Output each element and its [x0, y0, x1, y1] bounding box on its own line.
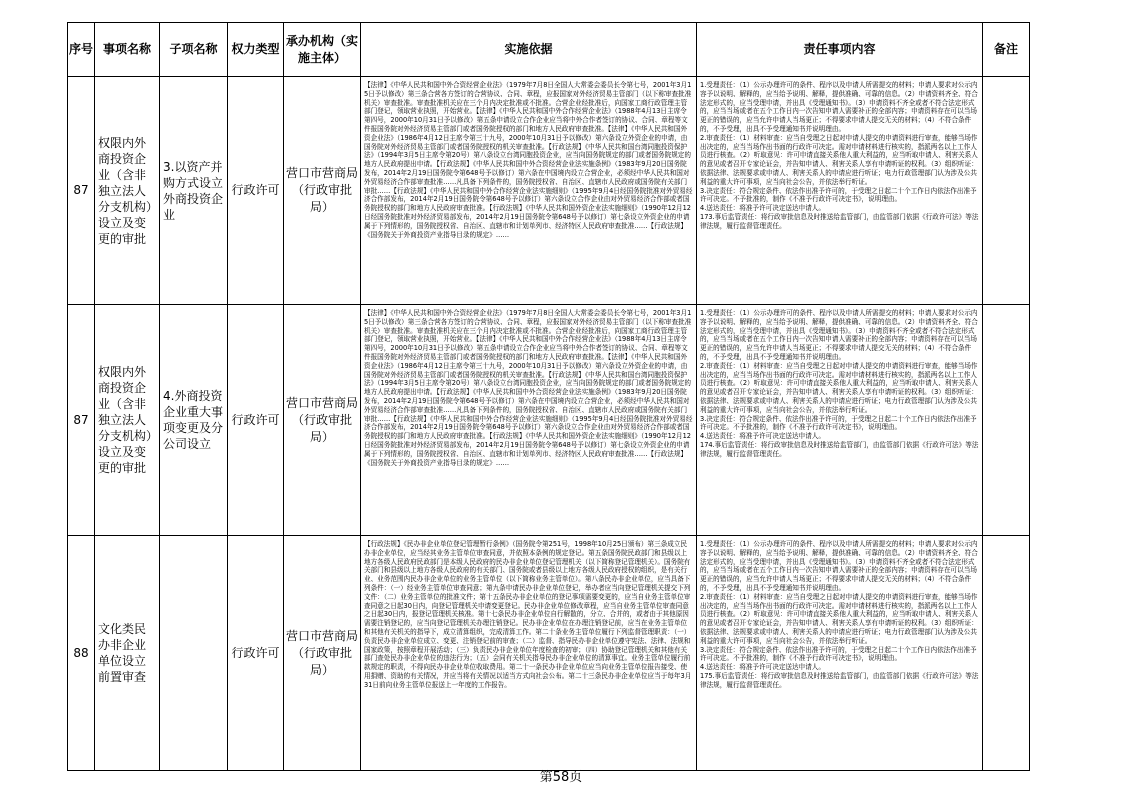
row-duty: 1.受理责任：（1）公示办理许可的条件、程序以及申请人所需提交的材料；申请人要求对公示内容予以说明、解释的，应当给予说明、解释，提供准确、可靠的信息。（2）申请资料齐全、符合法定形式的，应当受理申请，并出具《受理通知书》。（3）申请资料不齐全或者不符合法定形式的，应当当场或者在五个工作日内一次告知申请人需要补正的全部内容；申请资料存在可以当场更正的错误的，应当允许申请人当场更正；不得要求申请人提交无关的材料；（4）不符合条件的，不予受理，出具不予受理通知书并说明理由。 2.审查责任：（1）材料审查：应当自受理之日起对申请人提交的申请资料进行审查，能够当场作出决定的，应当当场作出书面的行政许可决定。需对申请材料进行核实的，指派两名以上工作人员进行核查。（2）听取意见：许可申请直接关系他人重大利益的，应当听取申请人、利害关系人的意见或者召开专家论证会，并告知申请人、利害关系人享有申请听证的权利。（3）组织听证：依据法律、法规要求或申请人、利害关系人的申请应进行听证；电力行政管理部门认为涉及公共利益的重大许可事项，应当向社会公告，并依法举行听证。 3.决定责任：符合规定条件、依法作出准予许可的，于受理之日起二十个工作日内依法作出准予许可决定。不予批准的，制作《不准予行政许可决定书》，说明理由。 4.送达责任：将准予许可决定送达申请人。 175.事后监管责任：将行政审批信息及时推送给监管部门，由监管部门依据《行政许可法》等法律法规，履行监督管理责任。 — [700, 540, 979, 689]
row-note — [983, 305, 1030, 536]
table-row — [68, 305, 1030, 536]
header-note: 备注 — [983, 23, 1030, 77]
row-type: 行政许可 — [228, 77, 284, 305]
row-type: 行政许可 — [228, 305, 284, 536]
row-item: 权限内外商投资企业（含非独立法人分支机构）设立及变更的审批 — [95, 77, 160, 305]
header-org: 承办机构（实施主体） — [284, 23, 361, 77]
row-org: 营口市营商局（行政审批局） — [284, 77, 361, 305]
table-row — [68, 77, 1030, 305]
table-header-row — [68, 23, 1030, 77]
row-basis-cell — [361, 305, 697, 536]
row-seq: 87 — [68, 305, 95, 536]
header-basis: 实施依据 — [361, 23, 697, 77]
row-duty: 1.受理责任：（1）公示办理许可的条件、程序以及申请人所需提交的材料；申请人要求对公示内容予以说明、解释的，应当给予说明、解释，提供准确、可靠的信息。（2）申请资料齐全、符合法定形式的，应当受理申请，并出具《受理通知书》。（3）申请资料不齐全或者不符合法定形式的，应当当场或者在五个工作日内一次告知申请人需要补正的全部内容；申请资料存在可以当场更正的错误的，应当允许申请人当场更正；不得要求申请人提交无关的材料；（4）不符合条件的，不予受理，出具不予受理通知书并说明理由。 2.审查责任：（1）材料审查：应当自受理之日起对申请人提交的申请资料进行审查，能够当场作出决定的，应当当场作出书面的行政许可决定。需对申请材料进行核实的，指派两名以上工作人员进行核查。（2）听取意见：许可申请直接关系他人重大利益的，应当听取申请人、利害关系人的意见或者召开专家论证会，并告知申请人、利害关系人享有申请听证的权利。（3）组织听证：依据法律、法规要求或申请人、利害关系人的申请应进行听证；电力行政管理部门认为涉及公共利益的重大许可事项，应当向社会公告，并依法举行听证。 3.决定责任：符合规定条件、依法作出准予许可的，于受理之日起二十个工作日内依法作出准予许可决定。不予批准的，制作《不准予行政许可决定书》，说明理由。 4.送达责任：将准予许可决定送达申请人。 173.事后监管责任：将行政审批信息及时推送给监管部门，由监管部门依据《行政许可法》等法律法规，履行监督管理责任。 — [700, 81, 979, 230]
row-basis: 【行政法规】《民办非企业单位登记管理暂行条例》（国务院令第251号，1998年10月25日颁布）第三条成立民办非企业单位，应当经其业务主管单位审查同意，并依照本条例的规定登记。第五条国务院民政部门和县级以上地方各级人民政府民政部门是本级人民政府的民办非企业单位登记管理机关（以下简称登记管理机关）。国务院有关部门和县级以上地方各级人民政府的有关部门、国务院或者县级以上地方各级人民政府授权的组织，是有关行业、业务范围内民办非企业单位的业务主管单位（以下简称业务主管单位）。第八条民办非企业单位，应当具备下列条件：（一）经业务主管单位审查同意；第九条申请民办非企业单位登记，举办者应当向登记管理机关提交下列文件：（二）业务主管单位的批准文件；第十五条民办非企业单位的登记事项需要变更的，应当自业务主管单位审查同意之日起30日内，向登记管理机关申请变更登记。民办非企业单位修改章程，应当自业务主管单位审查同意之日起30日内，报登记管理机关核准。第十七条民办非企业单位自行解散的，分立、合并的，或者由于其他原因需要注销登记的，应当向登记管理机关办理注销登记。民办非企业单位在办理注销登记前，应当在业务主管单位和其他有关机关的指导下，成立清算组织，完成清算工作。第二十条业务主管单位履行下列监督管理职责：（一）负责民办非企业单位成立、变更、注销登记前的审查；（二）监督、指导民办非企业单位遵守宪法、法律、法规和国家政策，按照章程开展活动；（三）负责民办非企业单位年度检查的初审；（四）协助登记管理机关和其他有关部门查处民办非企业单位的违法行为；（五）会同有关机关指导民办非企业单位的清算事宜。业务主管单位履行前款规定的职责，不得向民办非企业单位收取费用。第二十一条民办非企业单位应当向业务主管单位报告接受、使用捐赠、资助的有关情况，并应当将有关情况以适当方式向社会公布。第二十三条民办非企业单位应当于每年3月31日前向业务主管单位报送上一年度的工作报告。 — [364, 540, 692, 689]
header-type: 权力类型 — [228, 23, 284, 77]
row-basis: 【法律】《中华人民共和国中外合资经营企业法》（1979年7月8日全国人大常委会委员长令第七号，2001年3月15日予以修改）第三条合营各方签订的合营协议、合同、章程，应报国家对外经济贸易主管部门（以下称审查批准机关）审查批准。审查批准机关应在三个月内决定批准或不批准。合营企业经批准后，向国家工商行政管理主管部门登记，领取营业执照，开始营业。【法律】《中华人民共和国中外合作经营企业法》（1988年4月13日主席令第四号，2000年10月31日予以修改）第五条申请设立合作企业应当将中外合作者签订的协议、合同、章程等文件报国务院对外经济贸易主管部门或者国务院授权的部门和地方人民政府审查批准。【法律】《中华人民共和国外资企业法》（1986年4月12日主席令第三十九号，2000年10月31日予以修改）第六条设立外资企业的申请，由国务院对外经济贸易主管部门或者国务院授权的机关审查批准。【行政法规】《中华人民共和国台湾同胞投资保护法》（1994年3月5日主席令第20号）第八条设立台湾同胞投资企业，应当向国务院规定的部门或者国务院规定的地方人民政府提出申请。【行政法规】《中华人民共和国中外合资经营企业法实施条例》（1983年9月20日国务院发布，2014年2月19日国务院令第648号予以修订）第六条在中国境内设立合营企业，必须经中华人民共和国对外贸易经济合作部审查批准……凡具备下列条件的，国务院授权省、自治区、直辖市人民政府或国务院有关部门审批……【行政法规】《中华人民共和国中外合作经营企业法实施细则》（1995年9月4日经国务院批准对外贸易经济合作部发布，2014年2月19日国务院令第648号予以修订）第六条设立合作企业由对外贸易经济合作部或者国务院授权的部门和地方人民政府审查批准。【行政法规】《中华人民共和国外资企业法实施细则》（1990年12月12日经国务院批准对外经济贸易部发布，2014年2月19日国务院令第648号予以修订）第七条设立外资企业的申请属于下列情形的，国务院授权省、自治区、直辖市和计划单列市、经济特区人民政府审查批准……【行政法规】《国务院关于外商投资产业指导目录的规定》…… — [364, 309, 693, 467]
header-seq: 序号 — [68, 23, 95, 77]
row-seq: 88 — [68, 536, 95, 771]
row-duty: 1.受理责任：（1）公示办理许可的条件、程序以及申请人所需提交的材料；申请人要求对公示内容予以说明、解释的，应当给予说明、解释，提供准确、可靠的信息。（2）申请资料齐全、符合法定形式的，应当受理申请，并出具《受理通知书》。（3）申请资料不齐全或者不符合法定形式的，应当当场或者在五个工作日内一次告知申请人需要补正的全部内容；申请资料存在可以当场更正的错误的，应当允许申请人当场更正；不得要求申请人提交无关的材料；（4）不符合条件的，不予受理，出具不予受理通知书并说明理由。 2.审查责任：（1）材料审查：应当自受理之日起对申请人提交的申请资料进行审查，能够当场作出决定的，应当当场作出书面的行政许可决定。需对申请材料进行核实的，指派两名以上工作人员进行核查。（2）听取意见：许可申请直接关系他人重大利益的，应当听取申请人、利害关系人的意见或者召开专家论证会，并告知申请人、利害关系人享有申请听证的权利。（3）组织听证：依据法律、法规要求或申请人、利害关系人的申请应进行听证；电力行政管理部门认为涉及公共利益的重大许可事项，应当向社会公告，并依法举行听证。 3.决定责任：符合规定条件、依法作出准予许可的，于受理之日起二十个工作日内依法作出准予许可决定。不予批准的，制作《不准予行政许可决定书》，说明理由。 4.送达责任：将准予许可决定送达申请人。 174.事后监管责任：将行政审批信息及时推送给监管部门，由监管部门依据《行政许可法》等法律法规，履行监督管理责任。 — [700, 309, 979, 458]
row-note — [983, 77, 1030, 305]
header-item: 事项名称 — [95, 23, 160, 77]
row-subitem — [160, 536, 228, 771]
row-basis-cell — [361, 77, 697, 305]
row-subitem: 3.以资产并购方式设立外商投资企业 — [160, 77, 228, 305]
row-org: 营口市营商局（行政审批局） — [284, 305, 361, 536]
row-subitem: 4.外商投资企业重大事项变更及分公司设立 — [160, 305, 228, 536]
row-duty-cell — [697, 536, 983, 771]
header-subitem: 子项名称 — [160, 23, 228, 77]
row-basis-cell — [361, 536, 697, 771]
row-basis: 【法律】《中华人民共和国中外合资经营企业法》（1979年7月8日全国人大常委会委员长令第七号，2001年3月15日予以修改）第三条合营各方签订的合营协议、合同、章程，应报国家对外经济贸易主管部门（以下称审查批准机关）审查批准。审查批准机关应在三个月内决定批准或不批准。合营企业经批准后，向国家工商行政管理主管部门登记，领取营业执照，开始营业。【法律】《中华人民共和国中外合作经营企业法》（1988年4月13日主席令第四号，2000年10月31日予以修改）第五条申请设立合作企业应当将中外合作者签订的协议、合同、章程等文件报国务院对外经济贸易主管部门或者国务院授权的部门和地方人民政府审查批准。【法律】《中华人民共和国外资企业法》（1986年4月12日主席令第三十九号，2000年10月31日予以修改）第六条设立外资企业的申请，由国务院对外经济贸易主管部门或者国务院授权的机关审查批准。【行政法规】《中华人民共和国台湾同胞投资保护法》（1994年3月5日主席令第20号）第八条设立台湾同胞投资企业，应当向国务院规定的部门或者国务院规定的地方人民政府提出申请。【行政法规】《中华人民共和国中外合资经营企业法实施条例》（1983年9月20日国务院发布，2014年2月19日国务院令第648号予以修订）第六条在中国境内设立合营企业，必须经中华人民共和国对外贸易经济合作部审查批准……凡具备下列条件的，国务院授权省、自治区、直辖市人民政府或国务院有关部门审批……【行政法规】《中华人民共和国中外合作经营企业法实施细则》（1995年9月4日经国务院批准对外贸易经济合作部发布，2014年2月19日国务院令第648号予以修订）第六条设立合作企业由对外贸易经济合作部或者国务院授权的部门和地方人民政府审查批准。【行政法规】《中华人民共和国外资企业法实施细则》（1990年12月12日经国务院批准对外经济贸易部发布，2014年2月19日国务院令第648号予以修订）第七条设立外资企业的申请属于下列情形的，国务院授权省、自治区、直辖市和计划单列市、经济特区人民政府审查批准……【行政法规】《国务院关于外商投资产业指导目录的规定》…… — [364, 81, 693, 239]
row-duty-cell — [697, 77, 983, 305]
table-row — [68, 536, 1030, 771]
page-number: 第58页 — [539, 770, 583, 785]
row-item: 权限内外商投资企业（含非独立法人分支机构）设立及变更的审批 — [95, 305, 160, 536]
row-org: 营口市营商局（行政审批局） — [284, 536, 361, 771]
row-type: 行政许可 — [228, 536, 284, 771]
row-seq: 87 — [68, 77, 95, 305]
responsibility-table — [67, 22, 1030, 771]
row-item: 文化类民办非企业单位设立前置审查 — [95, 536, 160, 771]
header-duty: 责任事项内容 — [697, 23, 983, 77]
row-duty-cell — [697, 305, 983, 536]
row-note — [983, 536, 1030, 771]
